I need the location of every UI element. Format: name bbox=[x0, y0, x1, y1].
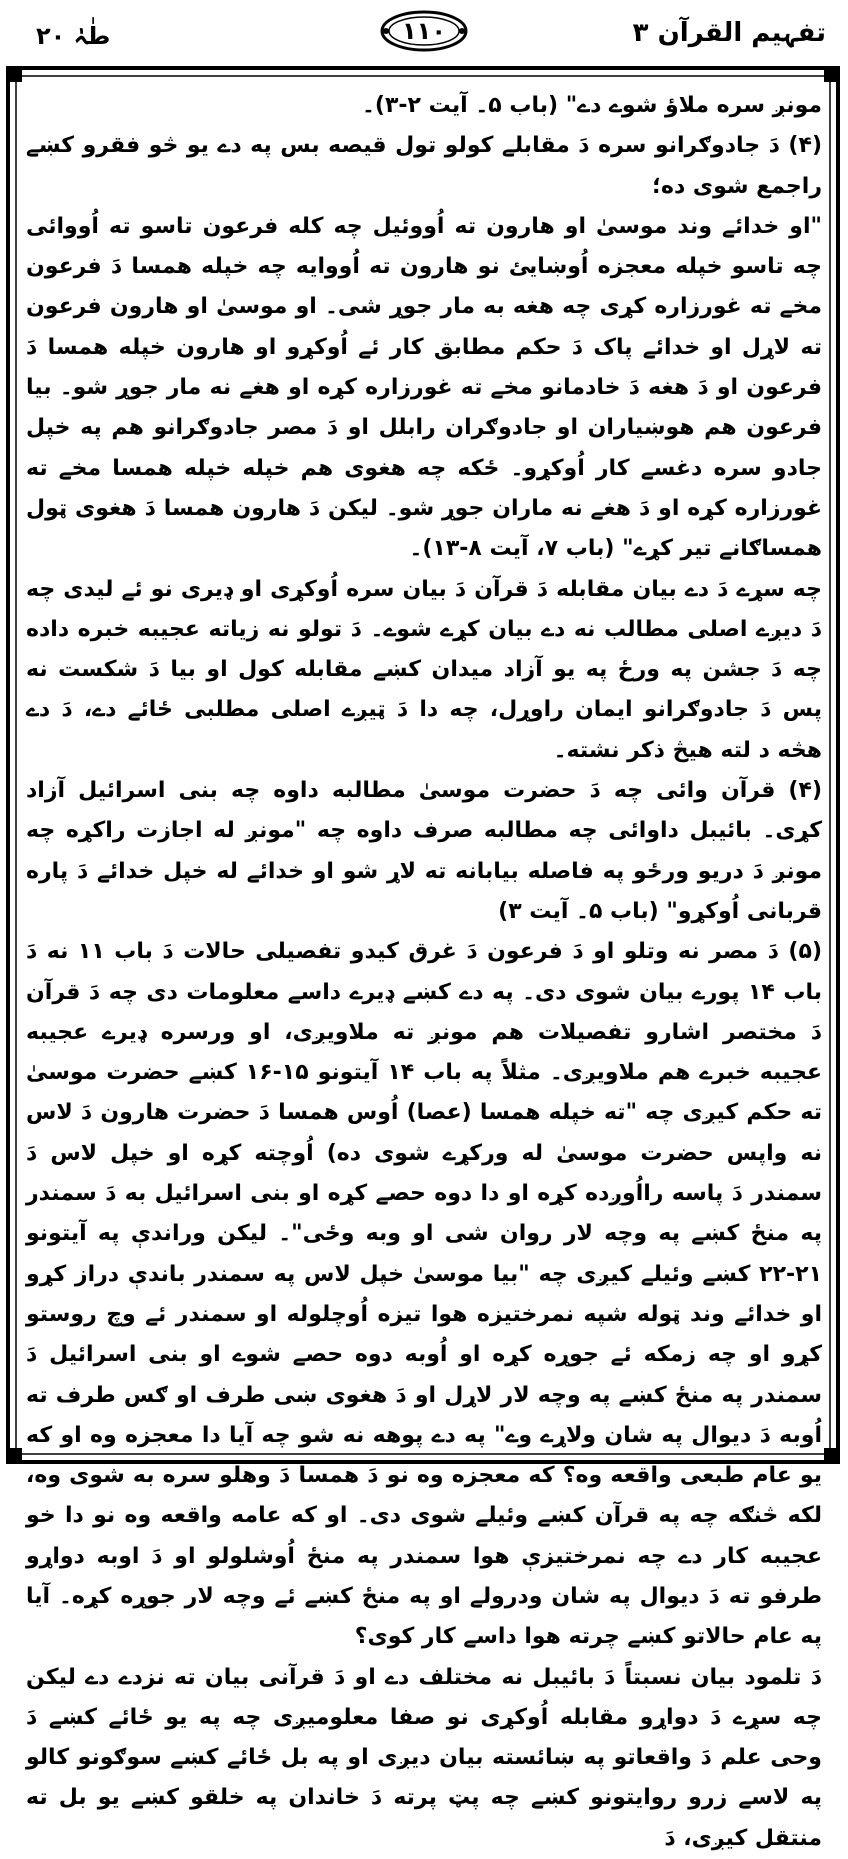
paragraph-2: (۴) دَ جادوګرانو سره دَ مقابلے کولو تول قیصه بس په دے یو څو فقرو کښے راجمع شوی ده؛ bbox=[26, 133, 822, 199]
paragraph-4: چه سړے دَ دے بیان مقابله دَ قرآن دَ بیان سره اُوکړی او ډیری نو ئے لیدی چه دَ دیږے اصلی مطالب نه دے بیان کړے شوے۔ دَ تولو نه زیاته عجیبه خبره داده چه دَ جشن په ورځ په یو آزاد میدان کښے مقابله کول او بیا دَ شکست نه پس دَ جادوګرانو ایمان راوړل، چه دا دَ ټیږے اصلی مطلبی ځائے دے، دَ دے هڅه د لته هیڅ ذکر نشته۔ bbox=[26, 576, 822, 763]
page-number: ۱۱۰ bbox=[402, 17, 446, 45]
page-number-badge bbox=[378, 8, 470, 54]
paragraph-1: مونږ سره ملاؤ شوے دے" (باب ۵۔ آیت ۲-۳)۔ bbox=[362, 93, 822, 118]
paragraph-3: "او خدائے وند موسیٰ او هارون ته اُووئیل چه کله فرعون تاسو ته اُووائی چه تاسو خپله معجزه اُوښایئ نو هارون ته اُووایه چه خپله همسا دَ فرعون مخے ته غورزاره کړی چه هغه به مار جوړ شی۔ او موسیٰ او هارون فرعون ته لاړل او خدائے پاک دَ حکم مطابق کار ئے اُوکړو او هارون خپله همسا دَ فرعون او دَ هغه دَ خادمانو مخے ته غورزاره کړه او هغے نه مار جوړ شو۔ بیا فرعون هم هوښیاران او جادوګران رابلل او دَ مصر جادوګرانو هم په خپل جادو سره دغسے کار اُوکړو۔ ځکه چه هغوی هم خپله خپله همسا مخے ته غورزاره کړه او دَ هغے نه ماران جوړ شو۔ لیکن دَ هارون همسا دَ هغوی ټول همساګانے تیر کړے" (باب ۷، آیت ۸-۱۳)۔ bbox=[26, 213, 822, 562]
paragraph-5: (۴) قرآن وائی چه دَ حضرت موسیٰ مطالبه داوه چه بنی اسرائیل آزاد کړی۔ بائیبل داوائی چه مطالبه صرف داوه چه "مونږ له اجازت راکړه چه مونږ دَ دریو ورځو په فاصله بیابانه ته لاړ شو او خدائے له خپل خدائے دَ پاره قربانی اُوکړو" (باب ۵۔ آیت ۳) bbox=[26, 778, 822, 924]
book-title: تفہیم القرآن ۳ bbox=[632, 18, 826, 48]
surah-reference: طٰہٰ ۲۰ bbox=[36, 22, 111, 50]
paragraph-6: (۵) دَ مصر نه وتلو او دَ فرعون دَ غرق کیدو تفصیلی حالات دَ باب ۱۱ نه دَ باب ۱۴ پورے بیان شوی دی۔ په دے کښے ډیرے داسے معلومات دی چه دَ قرآن دَ مختصر اشارو تفصیلات هم مونږ ته ملاویږی، او ورسره ډیرے عجیبه عجیبه خبرے هم ملاویږی۔ مثلاً په باب ۱۴ آیتونو ۱۵-۱۶ کښے حضرت موسیٰ ته حکم کیږی چه "ته خپله همسا (عصا) اُوس همسا دَ حضرت هارون دَ لاس نه واپس حضرت موسیٰ له ورکړے شوی ده) اُوچته کړه او خپل لاس دَ سمندر دَ پاسه رااُوږده کړه او دا دوه حصے کړه او بنی اسرائیل به دَ سمندر په منځ کښے په وچه لار روان شی او وبه وځی"۔ لیکن وراندې په آیتونو ۲۱-۲۲ کښے وئیلے کیږی چه "بیا موسیٰ خپل لاس په سمندر باندې دراز کړو او خدائے وند ټوله شپه نمرختیزه هوا تیزه اُوچلوله او سمندر ئے وچ روستو کړو او چه زمکه ئے جوړه کړه او اُوبه دوه حصے شوے او بنی اسرائیل دَ سمندر په منځ کښے په وچه لار لاړل او دَ هغوی ښی طرف او ګس طرف ته اُوبه دَ دیوال په شان ولاړے وے" په دے پوهه نه شو چه آیا دا معجزه وه او که یو عام طبعی واقعه وه؟ که معجزه وه نو دَ همسا دَ وهلو سره به شوی وه، لکه څنګه چه په قرآن کښے وئیلے شوی دی۔ او که عامه واقعه وه نو دا خو عجیبه کار دے چه نمرختیزې هوا سمندر په منځ اُوشلولو او دَ اوبه دواړو طرفو ته دَ دیوال په شان ودرولے او په منځ کښے ئے وچه لار جوړه کړه۔ آیا په عام حالاتو کښے چرته هوا داسے کار کوی؟ bbox=[26, 939, 822, 1650]
paragraph-7: دَ تلمود بیان نسبتاً دَ بائیبل نه مختلف دے او دَ قرآنی بیان ته نزدے دے لیکن چه سړے دَ دواړو مقابله اُوکړی نو صفا معلومیږی چه په یو ځائے کښے دَ وحی علم دَ واقعاتو په ښائسته بیان دیږی او په بل ځائے کښے سوګونو کالو په لاسے زرو روایتونو کښے چه پټ پرته دَ خاندان په خلقو کښے یو بل ته منتقل کیږی، دَ bbox=[26, 1664, 822, 1851]
page-header bbox=[0, 0, 848, 62]
page-body bbox=[26, 86, 822, 1851]
